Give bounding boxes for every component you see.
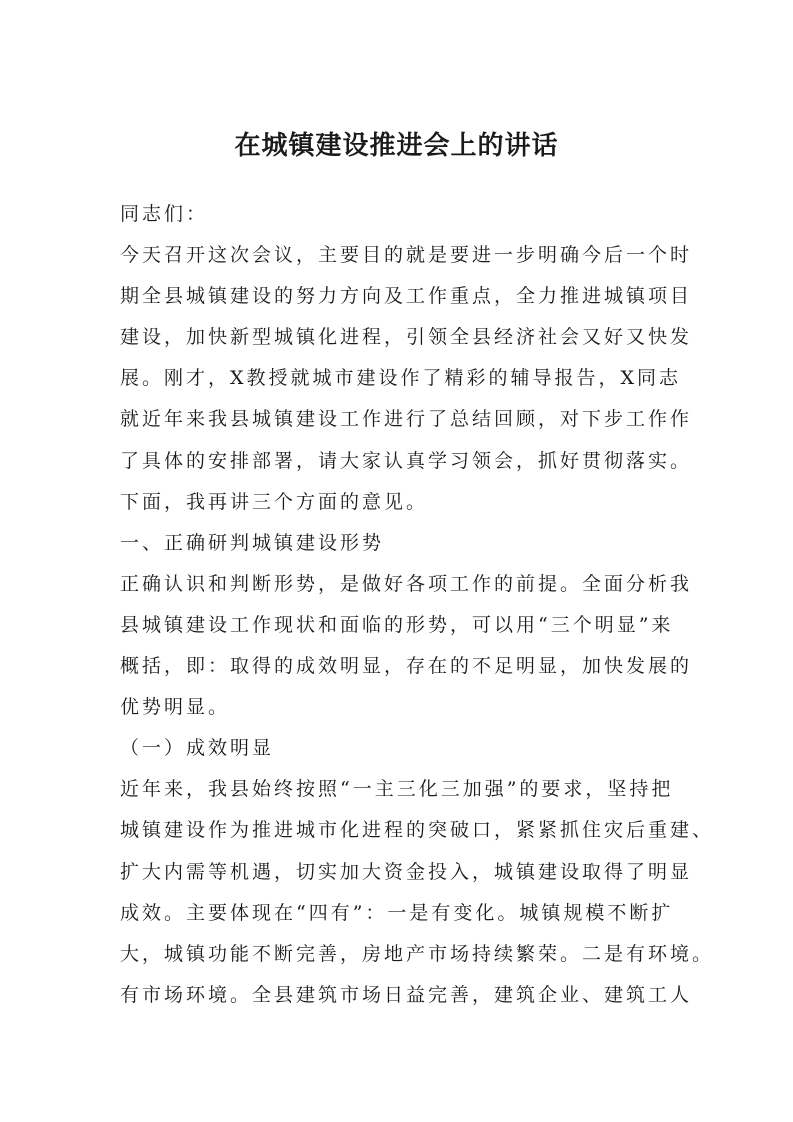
text-line: 建设，加快新型城镇化进程，引领全县经济社会又好又快发 — [120, 326, 693, 349]
text-line: 大，城镇功能不断完善，房地产市场持续繁荣。二是有环境。 — [120, 942, 715, 965]
text-line: 城镇建设作为推进城市化进程的突破口，紧紧抓住灾后重建、 — [120, 819, 715, 842]
text-line: 正确认识和判断形势，是做好各项工作的前提。全面分析我 — [120, 572, 693, 595]
text-line: 近年来，我县始终按照“一主三化三加强”的要求，坚持把 — [120, 778, 674, 801]
text-line: 期全县城镇建设的努力方向及工作重点，全力推进城镇项目 — [120, 285, 693, 308]
text-line: 成效。主要体现在“四有”：一是有变化。城镇规模不断扩 — [120, 901, 674, 924]
text-line: 扩大内需等机遇，切实加大资金投入，城镇建设取得了明显 — [120, 860, 693, 883]
text-line: 县城镇建设工作现状和面临的形势，可以用“三个明显”来 — [120, 613, 674, 636]
text-line: 概括，即：取得的成效明显，存在的不足明显，加快发展的 — [120, 655, 693, 678]
text-line: 今天召开这次会议，主要目的就是要进一步明确今后一个时 — [120, 244, 693, 267]
text-line: 优势明显。 — [120, 696, 231, 719]
section-heading: 一、正确研判城镇建设形势 — [120, 531, 385, 554]
text-line: 有市场环境。全县建筑市场日益完善，建筑企业、建筑工人 — [120, 983, 693, 1006]
document-body — [120, 194, 715, 1016]
text-line: 同志们： — [120, 203, 209, 225]
text-line: 了具体的安排部署，请大家认真学习领会，抓好贯彻落实。 — [120, 449, 693, 472]
subsection-heading: （一）成效明显 — [120, 737, 275, 760]
text-line: 就近年来我县城镇建设工作进行了总结回顾，对下步工作作 — [120, 408, 693, 431]
document-title: 在城镇建设推进会上的讲话 — [234, 131, 559, 161]
text-line: 下面，我再讲三个方面的意见。 — [120, 490, 429, 513]
text-line: 展。刚才，X教授就城市建设作了精彩的辅导报告，X同志 — [120, 367, 682, 390]
